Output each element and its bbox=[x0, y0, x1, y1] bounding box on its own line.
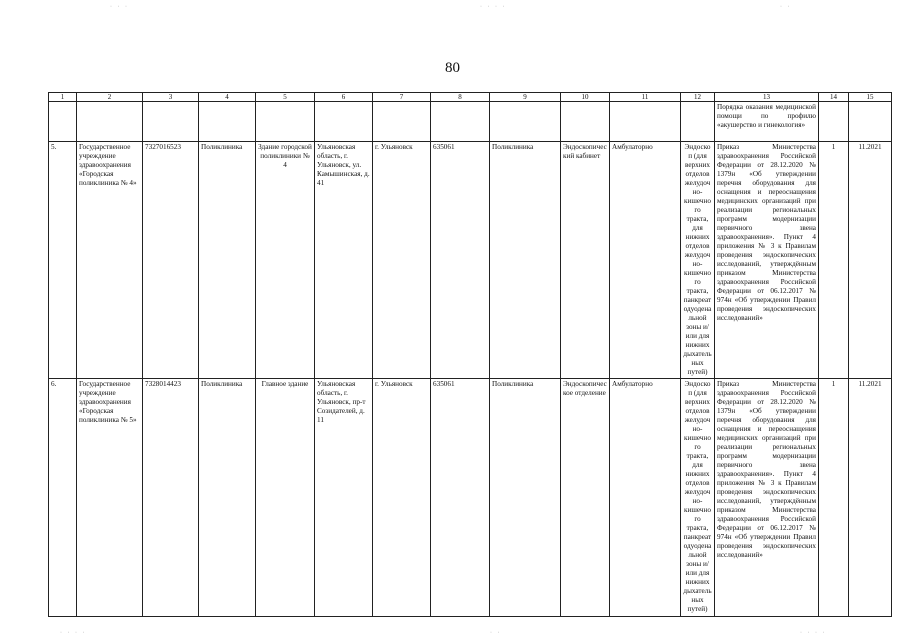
equipment-name: Эндоскоп (для верхних отделов желудочно-кишечного тракта, для нижних отделов желудочно-кишечного тракта, панкреатодуоденальной зоны и/или для нижних дыхательных путей) bbox=[681, 379, 715, 617]
unit: Эндоскопическое отделение bbox=[561, 379, 610, 617]
oktmo-code: 635061 bbox=[431, 142, 490, 379]
page-number: 80 bbox=[445, 60, 460, 76]
carryover-basis-text: Порядка оказания медицинской помощи по профилю «акушерство и гинекология» bbox=[715, 102, 819, 142]
city: г. Ульяновск bbox=[373, 379, 431, 617]
inn: 7328014423 bbox=[143, 379, 199, 617]
building-name: Здание городской поликлиники № 4 bbox=[256, 142, 315, 379]
column-header: 9 bbox=[490, 93, 561, 102]
profile: Поликлиника bbox=[490, 379, 561, 617]
scan-artifact: · · · · bbox=[480, 4, 507, 10]
column-header: 2 bbox=[77, 93, 143, 102]
address: Ульяновская область, г. Ульяновск, пр-т Созидателей, д. 11 bbox=[315, 379, 373, 617]
column-number-row bbox=[49, 93, 892, 102]
column-header: 12 bbox=[681, 93, 715, 102]
quantity: 1 bbox=[819, 142, 849, 379]
column-header: 6 bbox=[315, 93, 373, 102]
legal-basis: Приказ Министерства здравоохранения Российской Федерации от 28.12.2020 № 1379н «Об утверждении перечня оборудования для оснащения и переоснащения медицинских организаций при реализации региональных программ модернизации первичного звена здравоохранения». Пункт 4 приложения № 3 к Правилам проведения эндоскопических исследований, утверждённым приказом Министерства здравоохранения Российской Федерации от 06.12.2017 № 974н «Об утверждении Правил проведения эндоскопических исследований» bbox=[715, 142, 819, 379]
facility-type: Поликлиника bbox=[199, 142, 256, 379]
unit: Эндоскопический кабинет bbox=[561, 142, 610, 379]
column-header: 14 bbox=[819, 93, 849, 102]
column-header: 5 bbox=[256, 93, 315, 102]
column-header: 11 bbox=[610, 93, 681, 102]
scan-artifact: · · · bbox=[110, 4, 129, 10]
profile: Поликлиника bbox=[490, 142, 561, 379]
row-number: 5. bbox=[49, 142, 77, 379]
table-row bbox=[49, 379, 892, 617]
column-header: 15 bbox=[849, 93, 892, 102]
address: Ульяновская область, г. Ульяновск, ул. Камышинская, д. 41 bbox=[315, 142, 373, 379]
care-type: Амбулаторно bbox=[610, 142, 681, 379]
column-header: 3 bbox=[143, 93, 199, 102]
carryover-row bbox=[49, 102, 892, 142]
column-header: 8 bbox=[431, 93, 490, 102]
column-header: 1 bbox=[49, 93, 77, 102]
scan-artifact: · · bbox=[780, 4, 792, 10]
equipment-table bbox=[48, 92, 892, 617]
column-header: 13 bbox=[715, 93, 819, 102]
organization-name: Государственное учреждение здравоохранения «Городская поликлиника № 4» bbox=[77, 142, 143, 379]
legal-basis: Приказ Министерства здравоохранения Российской Федерации от 28.12.2020 № 1379н «Об утверждении перечня оборудования для оснащения и переоснащения медицинских организаций при реализации региональных программ модернизации первичного звена здравоохранения». Пункт 4 приложения № 3 к Правилам проведения эндоскопических исследований, утверждённым приказом Министерства здравоохранения Российской Федерации от 06.12.2017 № 974н «Об утверждении Правил проведения эндоскопических исследований» bbox=[715, 379, 819, 617]
equipment-name: Эндоскоп (для верхних отделов желудочно-кишечного тракта, для нижних отделов желудочно-кишечного тракта, панкреатодуоденальной зоны и/или для нижних дыхательных путей) bbox=[681, 142, 715, 379]
delivery-date: 11.2021 bbox=[849, 379, 892, 617]
city: г. Ульяновск bbox=[373, 142, 431, 379]
care-type: Амбулаторно bbox=[610, 379, 681, 617]
table-row bbox=[49, 142, 892, 379]
facility-type: Поликлиника bbox=[199, 379, 256, 617]
scan-artifact: · · · · bbox=[800, 630, 827, 636]
organization-name: Государственное учреждение здравоохранения «Городская поликлиника № 5» bbox=[77, 379, 143, 617]
delivery-date: 11.2021 bbox=[849, 142, 892, 379]
quantity: 1 bbox=[819, 379, 849, 617]
building-name: Главное здание bbox=[256, 379, 315, 617]
scan-artifact: · · bbox=[490, 630, 502, 636]
column-header: 10 bbox=[561, 93, 610, 102]
row-number: 6. bbox=[49, 379, 77, 617]
inn: 7327016523 bbox=[143, 142, 199, 379]
column-header: 7 bbox=[373, 93, 431, 102]
scan-artifact: · · · · bbox=[60, 630, 87, 636]
oktmo-code: 635061 bbox=[431, 379, 490, 617]
column-header: 4 bbox=[199, 93, 256, 102]
